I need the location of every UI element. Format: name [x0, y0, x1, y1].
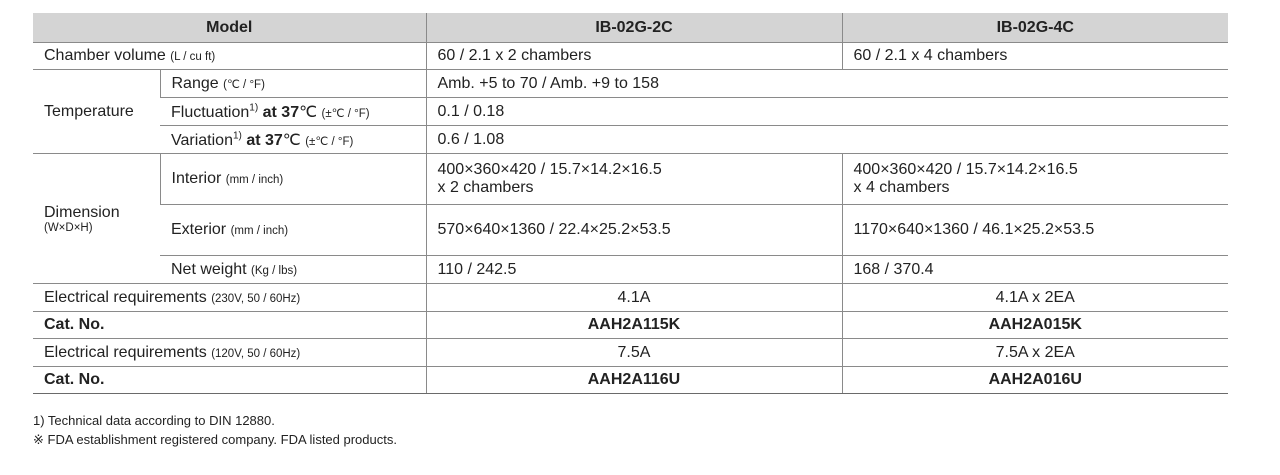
footnotes — [33, 411, 397, 449]
variation-label-cell — [160, 126, 426, 154]
cat-120-a: AAH2A116U — [426, 367, 842, 394]
interior-a-line1: 400×360×420 / 15.7×14.2×16.5 — [437, 161, 662, 178]
footnote-technical-data: 1) Technical data according to DIN 12880. — [33, 413, 275, 428]
exterior-b: 1170×640×1360 / 46.1×25.2×53.5 — [842, 205, 1228, 256]
cat-230-row — [33, 312, 1228, 339]
interior-b-line1: 400×360×420 / 15.7×14.2×16.5 — [853, 161, 1078, 178]
temperature-fluctuation-row — [33, 98, 1228, 126]
cat-230-a: AAH2A115K — [426, 312, 842, 339]
fluctuation-deg: ℃ — [299, 103, 318, 121]
electrical-120-a: 7.5A — [426, 339, 842, 367]
electrical-230-a: 4.1A — [426, 284, 842, 312]
variation-unit: (±℃ / °F) — [305, 135, 354, 148]
range-label: Range — [171, 74, 219, 92]
temperature-range-row — [33, 70, 1228, 98]
fluctuation-footnote-ref: 1) — [249, 102, 259, 114]
exterior-unit: (mm / inch) — [230, 225, 289, 237]
exterior-a: 570×640×1360 / 22.4×25.2×53.5 — [426, 205, 842, 256]
fluctuation-unit: (±℃ / °F) — [321, 107, 370, 120]
model-header: Model — [33, 13, 426, 43]
interior-b-line2: x 4 chambers — [853, 179, 950, 196]
electrical-230-unit: (230V, 50 / 60Hz) — [211, 292, 301, 305]
net-weight-label-cell — [160, 256, 426, 284]
chamber-volume-label-cell — [33, 43, 426, 70]
exterior-label-cell — [160, 205, 426, 256]
cat-230-b: AAH2A015K — [842, 312, 1228, 339]
cat-120-b: AAH2A016U — [842, 367, 1228, 394]
fluctuation-at: at 37 — [262, 103, 300, 121]
variation-footnote-ref: 1) — [232, 130, 242, 142]
range-unit: (℃ / °F) — [223, 78, 265, 91]
interior-label-cell — [160, 154, 426, 205]
chamber-volume-b: 60 / 2.1 x 4 chambers — [842, 43, 1228, 70]
electrical-230-b: 4.1A x 2EA — [842, 284, 1228, 312]
electrical-120-unit: (120V, 50 / 60Hz) — [211, 347, 301, 360]
interior-a-cell — [426, 154, 842, 205]
variation-at: at 37 — [246, 131, 283, 149]
electrical-230-row — [33, 284, 1228, 312]
temperature-variation-row — [33, 126, 1228, 154]
exterior-label: Exterior — [171, 221, 227, 238]
cat-120-row — [33, 367, 1228, 394]
net-weight-label: Net weight — [171, 260, 247, 278]
footnote-fda: ※ FDA establishment registered company. FDA listed products. — [33, 432, 397, 447]
range-value: Amb. +5 to 70 / Amb. +9 to 158 — [426, 70, 1228, 98]
net-weight-row — [33, 256, 1228, 284]
cat-230-label: Cat. No. — [33, 312, 426, 339]
electrical-120-label: Electrical requirements — [44, 343, 207, 361]
spec-table-container — [33, 13, 1228, 394]
variation-deg: ℃ — [282, 131, 301, 149]
fluctuation-label: Fluctuation — [171, 103, 250, 121]
electrical-120-label-cell — [33, 339, 426, 367]
electrical-120-row — [33, 339, 1228, 367]
variation-label: Variation — [171, 131, 233, 149]
net-weight-a: 110 / 242.5 — [426, 256, 842, 284]
chamber-volume-label: Chamber volume — [44, 47, 166, 64]
electrical-230-label-cell — [33, 284, 426, 312]
interior-a-line2: x 2 chambers — [437, 179, 534, 196]
chamber-volume-row — [33, 43, 1228, 70]
chamber-volume-unit: (L / cu ft) — [170, 51, 216, 63]
interior-b-cell — [842, 154, 1228, 205]
net-weight-b: 168 / 370.4 — [842, 256, 1228, 284]
model-a-header: IB-02G-2C — [426, 13, 842, 43]
header-row — [33, 13, 1228, 43]
net-weight-unit: (Kg / lbs) — [251, 264, 298, 277]
electrical-120-b: 7.5A x 2EA — [842, 339, 1228, 367]
fluctuation-value: 0.1 / 0.18 — [426, 98, 1228, 126]
spec-table — [33, 13, 1228, 394]
dimension-exterior-row — [33, 205, 1228, 256]
range-label-cell — [160, 70, 426, 98]
dimension-group-cell — [33, 154, 160, 284]
interior-unit: (mm / inch) — [225, 174, 284, 186]
electrical-230-label: Electrical requirements — [44, 288, 207, 306]
variation-value: 0.6 / 1.08 — [426, 126, 1228, 154]
interior-label: Interior — [171, 170, 222, 187]
model-b-header: IB-02G-4C — [842, 13, 1228, 43]
dimension-group-label: Dimension — [44, 203, 120, 221]
dimension-group-sub: (W×D×H) — [44, 221, 93, 234]
temperature-group-label: Temperature — [33, 70, 160, 154]
dimension-interior-row — [33, 154, 1228, 205]
fluctuation-label-cell — [160, 98, 426, 126]
cat-120-label: Cat. No. — [33, 367, 426, 394]
chamber-volume-a: 60 / 2.1 x 2 chambers — [426, 43, 842, 70]
